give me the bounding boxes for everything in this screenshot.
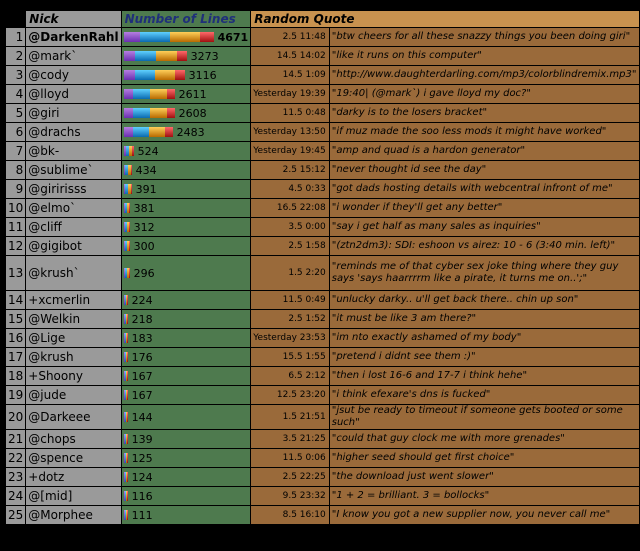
activity-bar <box>124 165 132 175</box>
nick-cell: @elmo` <box>26 199 120 217</box>
rank-cell: 10 <box>8 201 24 215</box>
activity-bar-segment <box>127 453 128 463</box>
nick-cell: @mark` <box>26 47 120 65</box>
quote-cell: "19:40| (@mark`) i gave lloyd my doc?" <box>330 85 639 103</box>
rank-cell: 17 <box>8 350 24 364</box>
quote-cell: "unlucky darky.. u'll get back there.. chin up son" <box>330 291 639 309</box>
activity-bar-segment <box>170 32 200 42</box>
table-row <box>6 28 639 46</box>
lines-count: 296 <box>133 266 155 280</box>
table-row <box>6 291 639 309</box>
nick-cell: @lloyd <box>26 85 120 103</box>
lines-cell <box>122 180 251 198</box>
rank-cell: 23 <box>8 470 24 484</box>
table-row <box>6 449 639 467</box>
quote-cell: "I know you got a new supplier now, you never call me" <box>330 506 639 524</box>
activity-bar-segment <box>129 222 130 232</box>
rank-cell: 16 <box>8 331 24 345</box>
nick-cell: @chops <box>26 430 120 448</box>
quote-time-cell: 11.5 0:49 <box>251 291 329 309</box>
table-row <box>6 506 639 524</box>
activity-bar-segment <box>132 146 134 156</box>
activity-bar-segment <box>124 51 135 61</box>
activity-bar-segment <box>155 70 175 80</box>
quote-time-cell: Yesterday 13:50 <box>251 123 329 141</box>
activity-bar <box>124 314 128 324</box>
quote-cell: "amp and quad is a hardon generator" <box>330 142 639 160</box>
lines-count: 2611 <box>178 87 207 101</box>
lines-count: 312 <box>133 220 155 234</box>
nick-cell: @giririsss <box>26 180 120 198</box>
quote-cell: "(ztn2dm3): SDI: eshoon vs airez: 10 - 6 (3:40 min. left)" <box>330 237 639 255</box>
activity-bar-segment <box>129 268 130 278</box>
table-row <box>6 218 639 236</box>
quote-time-cell: Yesterday 19:45 <box>251 142 329 160</box>
quote-cell: "reminds me of that cyber sex joke thing where they guy says 'says haarrrrm like a pirate, it turns me on..';" <box>330 256 639 290</box>
quote-cell: "1 + 2 = brilliant. 3 = bollocks" <box>330 487 639 505</box>
activity-bar <box>124 108 175 118</box>
activity-bar <box>124 70 185 80</box>
activity-bar-segment <box>156 51 177 61</box>
table-row <box>6 85 639 103</box>
quote-time-cell: 11.5 0:06 <box>251 449 329 467</box>
table-row <box>6 142 639 160</box>
lines-count: 218 <box>131 312 153 326</box>
quote-cell: "i wonder if they'll get any better" <box>330 199 639 217</box>
nick-cell: +Shoony <box>26 367 120 385</box>
nick-cell: @Lige <box>26 329 120 347</box>
activity-bar <box>124 184 132 194</box>
lines-cell <box>122 142 251 160</box>
activity-bar <box>124 390 128 400</box>
rank-cell: 19 <box>8 388 24 402</box>
lines-count: 4671 <box>217 30 249 44</box>
activity-bar-segment <box>127 333 128 343</box>
quote-time-cell: 2.5 15:12 <box>251 161 329 179</box>
table-row <box>6 199 639 217</box>
quote-time-cell: 12.5 23:20 <box>251 386 329 404</box>
activity-bar <box>124 146 134 156</box>
lines-cell <box>122 123 251 141</box>
nick-cell: @giri <box>26 104 120 122</box>
quote-cell: "could that guy clock me with more grenades" <box>330 430 639 448</box>
table-row <box>6 329 639 347</box>
quote-time-cell: 8.5 16:10 <box>251 506 329 524</box>
activity-bar-segment <box>131 184 132 194</box>
lines-count: 2608 <box>178 106 207 120</box>
lines-cell <box>122 28 251 46</box>
activity-bar <box>124 412 128 422</box>
rank-cell: 8 <box>6 161 25 179</box>
lines-count: 139 <box>131 432 153 446</box>
quote-cell: "got dads hosting details with webcentral infront of me" <box>330 180 639 198</box>
activity-bar <box>124 127 173 137</box>
lines-cell <box>122 256 251 290</box>
rank-cell: 2 <box>6 47 25 65</box>
nick-cell: @cliff <box>26 218 120 236</box>
activity-bar <box>124 222 130 232</box>
table-row <box>6 348 639 366</box>
lines-count: 3116 <box>188 68 217 82</box>
activity-bar-segment <box>150 108 167 118</box>
nick-cell: @bk- <box>26 142 120 160</box>
rank-cell: 25 <box>8 508 24 522</box>
lines-cell <box>122 291 251 309</box>
activity-bar-segment <box>129 241 130 251</box>
table-row <box>6 367 639 385</box>
quote-time-cell: 1.5 2:20 <box>251 256 329 290</box>
lines-count: 111 <box>131 508 153 522</box>
activity-bar <box>124 203 130 213</box>
rank-cell: 6 <box>6 123 25 141</box>
lines-cell <box>122 47 251 65</box>
activity-bar-segment <box>127 371 128 381</box>
lines-cell <box>122 161 251 179</box>
lines-cell <box>122 487 251 505</box>
activity-bar <box>124 295 128 305</box>
lines-count: 434 <box>135 163 157 177</box>
activity-bar-segment <box>133 89 150 99</box>
lines-cell <box>122 468 251 486</box>
quote-time-cell: 4.5 0:33 <box>251 180 329 198</box>
header-random-quote: Random Quote <box>251 11 639 27</box>
quote-cell: "like it runs on this computer" <box>330 47 639 65</box>
nick-cell: @krush <box>26 348 120 366</box>
nick-cell: @[mid] <box>26 487 120 505</box>
nick-cell: @krush` <box>26 256 120 290</box>
table-row <box>6 180 639 198</box>
lines-count: 381 <box>133 201 155 215</box>
activity-bar-segment <box>133 108 150 118</box>
activity-bar-segment <box>124 32 140 42</box>
lines-count: 2483 <box>176 125 205 139</box>
rank-cell: 5 <box>6 104 25 122</box>
activity-bar <box>124 491 128 501</box>
quote-cell: "never thought id see the day" <box>330 161 639 179</box>
lines-cell <box>122 506 251 524</box>
nick-cell: @Darkeee <box>26 405 120 429</box>
table-row <box>6 310 639 328</box>
activity-bar-segment <box>127 510 128 520</box>
table-row <box>6 104 639 122</box>
lines-count: 167 <box>131 388 153 402</box>
rank-cell: 24 <box>8 489 24 503</box>
activity-bar <box>124 371 128 381</box>
rank-cell: 7 <box>6 142 25 160</box>
table-row <box>6 237 639 255</box>
nick-cell: @jude <box>26 386 120 404</box>
table-row <box>6 386 639 404</box>
activity-bar <box>124 51 187 61</box>
activity-bar-segment <box>167 108 175 118</box>
activity-bar-segment <box>167 89 175 99</box>
lines-cell <box>122 348 251 366</box>
lines-cell <box>122 237 251 255</box>
lines-cell <box>122 405 251 429</box>
lines-count: 125 <box>131 451 153 465</box>
quote-cell: "im nto exactly ashamed of my body" <box>330 329 639 347</box>
rank-cell: 3 <box>6 66 25 84</box>
quote-cell: "jsut be ready to timeout if someone gets booted or some such" <box>330 405 639 429</box>
nick-cell: @drachs <box>26 123 120 141</box>
table-row <box>6 123 639 141</box>
lines-count: 224 <box>131 293 153 307</box>
quote-time-cell: Yesterday 19:39 <box>251 85 329 103</box>
activity-bar <box>124 472 128 482</box>
activity-bar-segment <box>127 390 128 400</box>
activity-bar <box>124 434 128 444</box>
quote-cell: "i think efexare's dns is fucked" <box>330 386 639 404</box>
activity-bar-segment <box>129 203 130 213</box>
lines-count: 391 <box>135 182 157 196</box>
nick-cell: @spence <box>26 449 120 467</box>
activity-bar-segment <box>127 314 128 324</box>
lines-cell <box>122 367 251 385</box>
activity-bar-segment <box>124 127 133 137</box>
nick-cell: +dotz <box>26 468 120 486</box>
header-number-of-lines: Number of Lines <box>122 11 251 27</box>
quote-time-cell: 2.5 11:48 <box>251 28 329 46</box>
activity-bar-segment <box>127 412 128 422</box>
activity-bar-segment <box>127 352 128 362</box>
activity-bar <box>124 453 128 463</box>
activity-bar <box>124 268 130 278</box>
quote-time-cell: 9.5 23:32 <box>251 487 329 505</box>
quote-time-cell: 2.5 1:52 <box>251 310 329 328</box>
quote-cell: "the download just went slower" <box>330 468 639 486</box>
rank-cell: 9 <box>6 180 25 198</box>
activity-bar-segment <box>124 89 133 99</box>
lines-count: 167 <box>131 369 153 383</box>
quote-cell: "higher seed should get first choice" <box>330 449 639 467</box>
activity-bar <box>124 352 128 362</box>
lines-count: 300 <box>133 239 155 253</box>
lines-cell <box>122 329 251 347</box>
nick-cell: @DarkenRahl <box>28 30 119 44</box>
quote-cell: "then i lost 16-6 and 17-7 i think hehe" <box>330 367 639 385</box>
quote-time-cell: 6.5 2:12 <box>251 367 329 385</box>
nick-cell: @gigibot <box>26 237 120 255</box>
header-nick: Nick <box>26 11 120 27</box>
quote-cell: "if muz made the soo less mods it might have worked" <box>330 123 639 141</box>
table-row <box>6 161 639 179</box>
activity-bar <box>124 333 128 343</box>
lines-count: 524 <box>137 144 159 158</box>
nick-cell: @cody <box>26 66 120 84</box>
table-row <box>6 256 639 290</box>
lines-cell <box>122 85 251 103</box>
header-row <box>6 11 639 27</box>
rank-cell: 4 <box>6 85 25 103</box>
quote-time-cell: 14.5 14:02 <box>251 47 329 65</box>
lines-cell <box>122 430 251 448</box>
quote-time-cell: 3.5 21:25 <box>251 430 329 448</box>
activity-bar-segment <box>149 127 165 137</box>
activity-bar-segment <box>124 108 133 118</box>
quote-time-cell: 1.5 21:51 <box>251 405 329 429</box>
lines-count: 183 <box>131 331 153 345</box>
lines-cell <box>122 104 251 122</box>
activity-bar-segment <box>200 32 214 42</box>
lines-count: 144 <box>131 410 153 424</box>
activity-bar-segment <box>177 51 187 61</box>
activity-bar-segment <box>175 70 185 80</box>
lines-count: 116 <box>131 489 153 503</box>
rank-cell: 18 <box>8 369 24 383</box>
quote-time-cell: 15.5 1:55 <box>251 348 329 366</box>
rank-cell: 21 <box>8 432 24 446</box>
quote-time-cell: 3.5 0:00 <box>251 218 329 236</box>
lines-count: 124 <box>131 470 153 484</box>
quote-cell: "http://www.daughterdarling.com/mp3/colorblindremix.mp3" <box>330 66 639 84</box>
rank-cell: 14 <box>8 293 24 307</box>
rank-cell: 15 <box>8 312 24 326</box>
activity-bar-segment <box>165 127 173 137</box>
quote-cell: "it must be like 3 am there?" <box>330 310 639 328</box>
rank-cell: 22 <box>8 451 24 465</box>
activity-bar-segment <box>140 32 170 42</box>
lines-count: 3273 <box>190 49 219 63</box>
table-row <box>6 487 639 505</box>
rank-cell: 12 <box>8 239 24 253</box>
lines-cell <box>122 449 251 467</box>
nick-cell: +xcmerlin <box>26 291 120 309</box>
quote-cell: "btw cheers for all these snazzy things you been doing giri" <box>330 28 639 46</box>
quote-cell: "darky is to the losers bracket" <box>330 104 639 122</box>
activity-bar-segment <box>131 165 132 175</box>
nick-cell: @Welkin <box>26 310 120 328</box>
quote-time-cell: 16.5 22:08 <box>251 199 329 217</box>
rank-cell: 13 <box>6 256 25 290</box>
table-row <box>6 430 639 448</box>
nick-cell: @Morphee <box>26 506 120 524</box>
quote-cell: "say i get half as many sales as inquiries" <box>330 218 639 236</box>
activity-bar-segment <box>127 434 128 444</box>
quote-time-cell: 14.5 1:09 <box>251 66 329 84</box>
activity-bar-segment <box>135 51 156 61</box>
quote-time-cell: Yesterday 23:53 <box>251 329 329 347</box>
activity-bar <box>124 89 175 99</box>
lines-count: 176 <box>131 350 153 364</box>
activity-bar <box>124 510 128 520</box>
lines-cell <box>122 66 251 84</box>
activity-bar <box>124 241 130 251</box>
header-rank <box>6 11 25 27</box>
quote-cell: "pretend i didnt see them :)" <box>330 348 639 366</box>
top-talkers-table <box>5 10 640 525</box>
activity-bar-segment <box>127 491 128 501</box>
activity-bar-segment <box>150 89 167 99</box>
activity-bar-segment <box>127 295 128 305</box>
lines-cell <box>122 310 251 328</box>
lines-cell <box>122 199 251 217</box>
activity-bar-segment <box>133 127 149 137</box>
rank-cell: 11 <box>8 220 24 234</box>
table-row <box>6 47 639 65</box>
quote-time-cell: 11.5 0:48 <box>251 104 329 122</box>
lines-cell <box>122 218 251 236</box>
rank-cell: 20 <box>6 405 25 429</box>
quote-time-cell: 2.5 1:58 <box>251 237 329 255</box>
activity-bar <box>124 32 214 42</box>
activity-bar-segment <box>135 70 155 80</box>
rank-cell: 1 <box>6 28 25 46</box>
table-row <box>6 405 639 429</box>
lines-cell <box>122 386 251 404</box>
activity-bar-segment <box>127 472 128 482</box>
activity-bar-segment <box>124 70 135 80</box>
nick-cell: @sublime` <box>26 161 120 179</box>
table-row <box>6 66 639 84</box>
quote-time-cell: 2.5 22:25 <box>251 468 329 486</box>
table-row <box>6 468 639 486</box>
